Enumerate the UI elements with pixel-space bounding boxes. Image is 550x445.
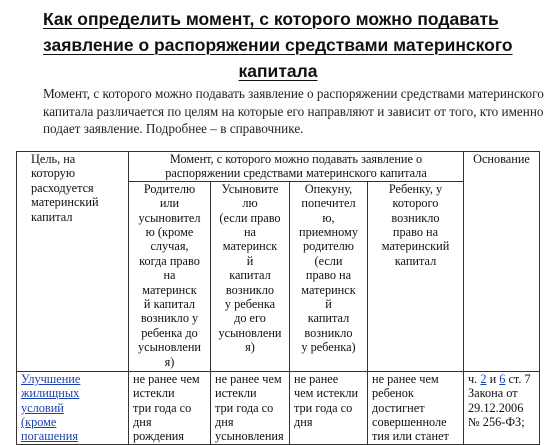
basis-line: ч. 2 и 6 ст. 7 [468,371,531,386]
cell-guardian: не ранее чем истекли три года со дня [290,371,368,444]
law-part-link-6[interactable]: 6 [499,371,506,386]
title-line: капитала [238,61,318,81]
page-title [43,6,513,84]
purpose-link[interactable]: Улучшение жилищных условий (кроме погашения [17,371,129,444]
header-purpose: Цель, на которую расходуется материнский капитал [17,152,129,372]
moment-table [16,151,540,445]
table-row [17,371,540,444]
intro-line: капитала различается по целям на которые его направляют и зависит от того, кто именно [43,103,544,119]
header-moment: Момент, с которого можно подавать заявление о распоряжении средствами материнского капитала [129,152,464,182]
law-part-link-2[interactable]: 2 [480,371,487,386]
cell-basis: ч. 2 и 6 ст. 7 Закона от 29.12.2006 № 256-ФЗ; [464,371,540,444]
subheader-parent: Родителю или усыновител ю (кроме случая, когда право на материнск й капитал возникло у ребенка до усыновлени я) [129,181,211,371]
title-line: Как определить момент, с которого можно подавать [43,9,499,29]
intro-line: Момент, с которого можно подавать заявление о распоряжении средствами материнского [43,86,544,101]
intro-line: подает заявление. Подробнее – в справочнике. [43,121,304,136]
subheader-adopter: Усыновите лю (если право на материнск й капитал возникло у ребенка до его усыновлени я) [211,181,290,371]
subheader-child: Ребенку, у которого возникло право на материнский капитал [368,181,464,371]
header-basis: Основание [464,152,540,372]
cell-child: не ранее чем ребенок достигнет совершенноле тия или станет [368,371,464,444]
cell-adopter: не ранее чем истекли три года со дня усыновления [211,371,290,444]
subheader-guardian: Опекуну, попечител ю, приемному родителю (если право на материнск й капитал возникло у ребенка) [290,181,368,371]
cell-parent: не ранее чем истекли три года со дня рождения [129,371,211,444]
title-line: заявление о распоряжении средствами материнского [43,35,513,55]
intro-paragraph [43,85,544,138]
table-header-row [17,152,540,182]
